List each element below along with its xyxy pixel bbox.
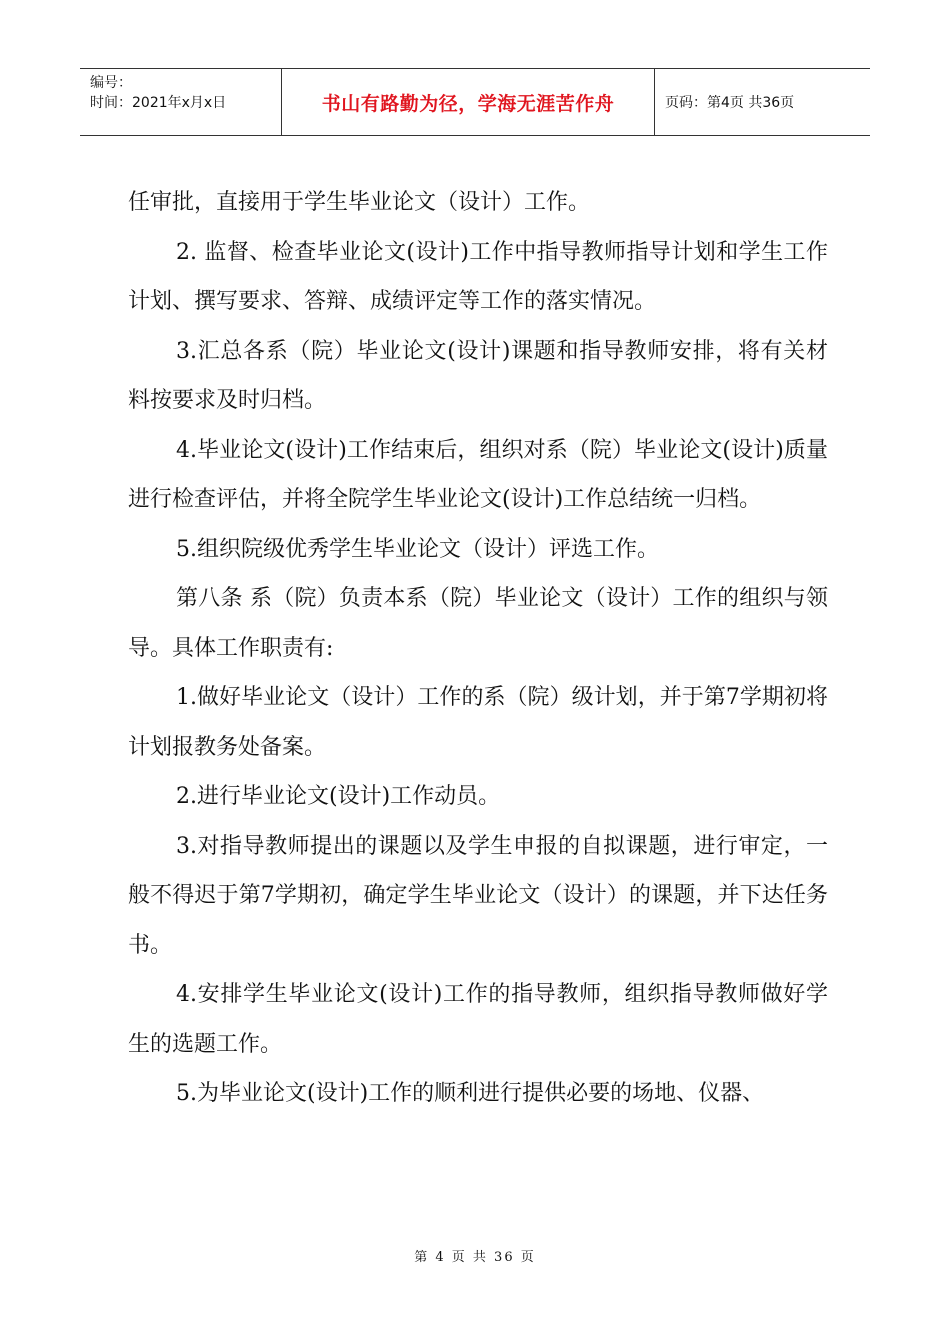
paragraph: 3.对指导教师提出的课题以及学生申报的自拟课题，进行审定，一般不得迟于第7学期初，确定学生毕业论文（设计）的课题，并下达任务书。: [128, 833, 828, 958]
article-heading-paragraph: 第八条 系（院）负责本系（院）毕业论文（设计）工作的组织与领导。具体工作职责有:: [128, 586, 828, 661]
paragraph: 4.安排学生毕业论文(设计)工作的指导教师，组织指导教师做好学生的选题工作。: [128, 982, 828, 1057]
document-time-label: 时间：2021年x月x日: [90, 95, 227, 111]
paragraph: 2. 监督、检查毕业论文(设计)工作中指导教师指导计划和学生工作计划、撰写要求、答辩、成绩评定等工作的落实情况。: [128, 239, 828, 314]
paragraph: 4.毕业论文(设计)工作结束后，组织对系（院）毕业论文(设计)质量进行检查评估，并将全院学生毕业论文(设计)工作总结统一归档。: [128, 437, 828, 512]
document-body: [128, 178, 828, 1119]
header-page-info: 页码：第4页 共36页: [665, 95, 795, 111]
paragraph: 5.组织院级优秀学生毕业论文（设计）评选工作。: [176, 536, 659, 562]
paragraph: 任审批，直接用于学生毕业论文（设计）工作。: [128, 190, 591, 215]
document-number-label: 编号：: [90, 75, 132, 91]
page-header: [80, 68, 870, 136]
paragraph: 3.汇总各系（院）毕业论文(设计)课题和指导教师安排，将有关材料按要求及时归档。: [128, 338, 828, 413]
header-motto: 书山有路勤为径，学海无涯苦作舟: [282, 69, 655, 135]
paragraph: 1.做好毕业论文（设计）工作的系（院）级计划，并于第7学期初将计划报教务处备案。: [128, 685, 828, 760]
paragraph: 2.进行毕业论文(设计)工作动员。: [176, 784, 501, 809]
paragraph: 5.为毕业论文(设计)工作的顺利进行提供必要的场地、仪器、: [176, 1081, 765, 1106]
header-meta: [80, 69, 282, 135]
page-footer: 第 4 页 共 36 页: [414, 1250, 536, 1265]
